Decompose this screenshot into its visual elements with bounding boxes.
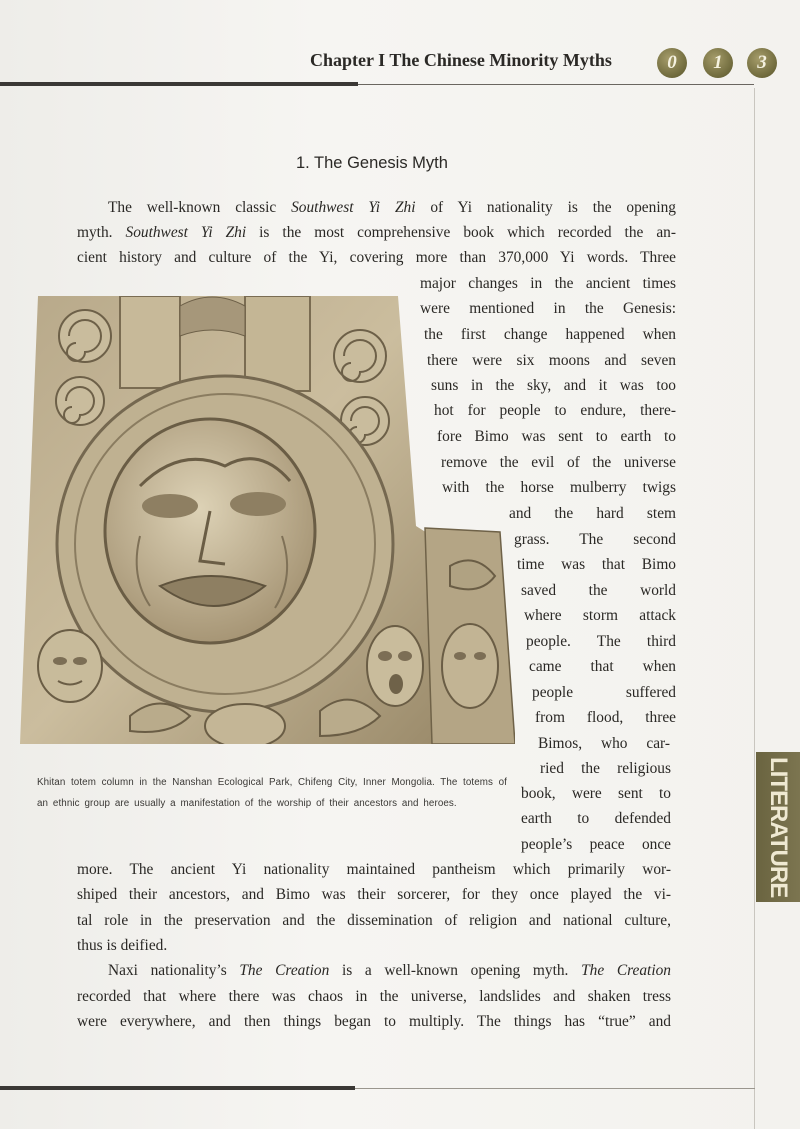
para2-line2: recorded that where there was chaos in the universe, landslides and shaken tress [77, 988, 671, 1005]
para1-cont-line: tal role in the preservation and the dissemination of religion and national culture, [77, 912, 671, 929]
wrap-line: came that when [529, 658, 676, 675]
totem-relief-photo [20, 296, 515, 744]
wrap-line: ried the religious [540, 760, 671, 777]
page-number-digit-2: 1 [703, 48, 733, 78]
wrap-line: people. The third [526, 633, 676, 650]
wrap-line: were mentioned in the Genesis: [420, 300, 676, 317]
wrap-line: earth to defended [521, 810, 671, 827]
wrap-line: time was that Bimo [517, 556, 676, 573]
para1-cont-line: shiped their ancestors, and Bimo was their sorcerer, for they once played the vi- [77, 886, 671, 903]
page-number-digit-1: 0 [657, 48, 687, 78]
wrap-line: suns in the sky, and it was too [431, 377, 676, 394]
para2-line1: Naxi nationality’s The Creation is a well-known opening myth. The Creation [108, 962, 671, 979]
wrap-line: and the hard stem [509, 505, 676, 522]
wrap-line: there were six moons and seven [427, 352, 676, 369]
wrap-line: the first change happened when [424, 326, 676, 343]
figure-caption: Khitan totem column in the Nanshan Ecological Park, Chifeng City, Inner Mongolia. The totems of an ethnic group are usually a manifestation of the worship of their ancestors and heroes. [37, 777, 507, 809]
wrap-line: from flood, three [535, 709, 676, 726]
para1-cont-line: more. The ancient Yi nationality maintained pantheism which primarily wor- [77, 861, 671, 878]
wrap-line: remove the evil of the universe [441, 454, 676, 471]
page-edge-line [754, 88, 755, 1129]
wrap-line: book, were sent to [521, 785, 671, 802]
wrap-line: grass. The second [514, 531, 676, 548]
para1-cont-line: thus is deified. [77, 937, 168, 954]
wrap-line: saved the world [521, 582, 676, 599]
para1-line1: The well-known classic Southwest Yi Zhi of Yi nationality is the opening [108, 199, 676, 216]
header-rule [0, 82, 358, 86]
wrap-line: where storm attack [524, 607, 676, 624]
chapter-header: Chapter I The Chinese Minority Myths [310, 50, 612, 70]
wrap-line: fore Bimo was sent to earth to [437, 428, 676, 445]
side-tab-label: LITERATURE [765, 756, 792, 898]
wrap-line: people suffered [532, 684, 676, 701]
para1-line3: cient history and culture of the Yi, covering more than 370,000 Yi words. Three [77, 249, 676, 266]
para2-line3: were everywhere, and then things began to multiply. The things has “true” and [77, 1013, 671, 1030]
para1-line2: myth. Southwest Yi Zhi is the most comprehensive book which recorded the an- [77, 224, 676, 241]
page-number-digit-3: 3 [747, 48, 777, 78]
wrap-line: people’s peace once [521, 836, 671, 853]
section-title: 1. The Genesis Myth [296, 154, 448, 172]
wrap-line: major changes in the ancient times [420, 275, 676, 292]
footer-rule [0, 1086, 355, 1090]
header-rule-thin [358, 84, 754, 85]
footer-rule-thin [355, 1088, 755, 1089]
wrap-line: Bimos, who car- [538, 735, 670, 752]
wrap-line: with the horse mulberry twigs [442, 479, 676, 496]
wrap-line: hot for people to endure, there- [434, 402, 676, 419]
